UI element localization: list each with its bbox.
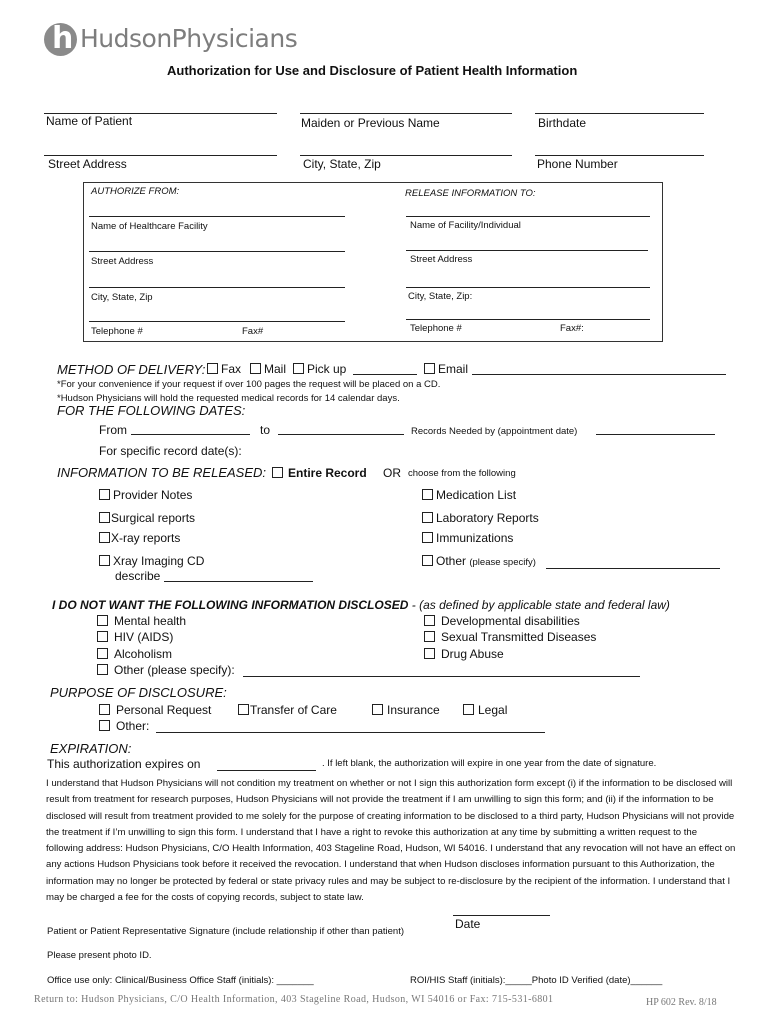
- checkbox[interactable]: [424, 615, 435, 626]
- purpose-other-line[interactable]: [156, 732, 545, 733]
- checkbox[interactable]: [372, 704, 383, 715]
- street-line[interactable]: [44, 155, 277, 156]
- delivery-note-cd: *For your convenience if your request if over 100 pages the request will be placed on a CD.: [57, 379, 441, 390]
- delivery-pickup-option[interactable]: Pick up: [293, 362, 346, 376]
- checkbox[interactable]: [99, 489, 110, 500]
- other-info-line[interactable]: [546, 568, 720, 569]
- checkbox[interactable]: [250, 363, 261, 374]
- checkbox[interactable]: [463, 704, 474, 715]
- choose-label: choose from the following: [408, 468, 516, 479]
- delivery-note-hold: *Hudson Physicians will hold the requested medical records for 14 calendar days.: [57, 393, 400, 404]
- birthdate-label: Birthdate: [538, 116, 587, 130]
- patient-name-label: Name of Patient: [46, 114, 133, 128]
- std-option[interactable]: Sexual Transmitted Diseases: [424, 630, 596, 644]
- other-disclosed-option[interactable]: Other (please specify):: [97, 663, 235, 677]
- expiration-note: . If left blank, the authorization will expire in one year from the date of signature.: [322, 758, 657, 769]
- or-label: OR: [383, 466, 401, 480]
- transfer-care-option[interactable]: Transfer of Care: [238, 703, 337, 717]
- to-date-line[interactable]: [278, 434, 404, 435]
- developmental-option[interactable]: Developmental disabilities: [424, 614, 580, 628]
- checkbox[interactable]: [424, 648, 435, 659]
- pickup-line[interactable]: [353, 374, 417, 375]
- expires-line[interactable]: [217, 770, 316, 771]
- to-telephone-label: Telephone #: [410, 323, 462, 334]
- to-street-label: Street Address: [410, 254, 473, 265]
- checkbox[interactable]: [272, 467, 283, 478]
- birthdate-line[interactable]: [535, 113, 704, 114]
- street-label: Street Address: [48, 157, 127, 171]
- from-city-line[interactable]: [89, 287, 345, 288]
- checkbox[interactable]: [99, 720, 110, 731]
- checkbox[interactable]: [99, 532, 110, 543]
- checkbox[interactable]: [293, 363, 304, 374]
- authorization-terms: I understand that Hudson Physicians will not condition my treatment on whether or not I sign this authorization form except (i) if the information to be disclosed will result from treatment for research purposes, Hudson Physicians will not provide the treatment if I am unwilling to sign this form; and (ii) if the information to be disclosed will result from treatment provided to me solely for the purpose of creating information to be disclosed to a third party, Hudson Physicians will not provide the treatment if I’m unwilling to sign this form. I understand that I have a right to revoke this authorization at any time by submitting a written request to the following address: Hudson Physicians, C/O Health Information, 403 Stageline Road, Hudson, WI 54016. I understand that any revocation will not have an effect on any actions Hudson Physicians took before it received the revocation. I understand that when Hudson discloses information pursuant to this Authorization, the information may no longer be protected by federal or state privacy rules and may be subject to re-disclosure by the recipient of the information. I understand that I may be charged a fee for the costs of copying records, subject to state law.: [46, 778, 736, 904]
- expiration-header: EXPIRATION:: [50, 741, 132, 756]
- checkbox[interactable]: [97, 615, 108, 626]
- checkbox[interactable]: [99, 512, 110, 523]
- signature-label: Patient or Patient Representative Signature (include relationship if other than patient): [47, 926, 404, 937]
- phone-label: Phone Number: [537, 157, 618, 171]
- to-phone-line[interactable]: [406, 319, 650, 320]
- legal-option[interactable]: Legal: [463, 703, 507, 717]
- checkbox[interactable]: [422, 489, 433, 500]
- city-label: City, State, Zip: [303, 157, 381, 171]
- records-needed-line[interactable]: [596, 434, 715, 435]
- mental-health-option[interactable]: Mental health: [97, 614, 186, 628]
- xray-option[interactable]: X-ray reports: [99, 531, 180, 545]
- checkbox[interactable]: [207, 363, 218, 374]
- checkbox[interactable]: [99, 555, 110, 566]
- checkbox[interactable]: [99, 704, 110, 715]
- return-address-footer: Return to: Hudson Physicians, C/O Health Information, 403 Stageline Road, Hudson, WI 54016 or Fax: 715-531-6801: [34, 994, 554, 1005]
- from-telephone-label: Telephone #: [91, 326, 143, 337]
- to-facility-line[interactable]: [406, 216, 650, 217]
- checkbox[interactable]: [97, 648, 108, 659]
- date-label: Date: [455, 917, 481, 931]
- delivery-mail-option[interactable]: Mail: [250, 362, 286, 376]
- checkbox[interactable]: [424, 631, 435, 642]
- maiden-name-line[interactable]: [300, 113, 512, 114]
- from-facility-label: Name of Healthcare Facility: [91, 221, 208, 232]
- checkbox[interactable]: [422, 512, 433, 523]
- info-label: INFORMATION TO BE RELEASED:: [57, 465, 266, 480]
- surgical-option[interactable]: Surgical reports: [99, 511, 195, 525]
- roi-staff-label: ROI/HIS Staff (initials):_____Photo ID Verified (date)______: [410, 975, 663, 986]
- delivery-email-option[interactable]: Email: [424, 362, 468, 376]
- checkbox[interactable]: [238, 704, 249, 715]
- checkbox[interactable]: [97, 664, 108, 675]
- expires-label: This authorization expires on: [47, 757, 201, 771]
- personal-request-option[interactable]: Personal Request: [99, 703, 211, 717]
- describe-label: describe: [115, 569, 161, 583]
- drug-abuse-option[interactable]: Drug Abuse: [424, 647, 504, 661]
- checkbox[interactable]: [422, 555, 433, 566]
- logo-text: HudsonPhysicians: [80, 24, 298, 53]
- purpose-header: PURPOSE OF DISCLOSURE:: [50, 685, 227, 700]
- hiv-option[interactable]: HIV (AIDS): [97, 630, 173, 644]
- maiden-name-label: Maiden or Previous Name: [301, 116, 440, 130]
- checkbox[interactable]: [424, 363, 435, 374]
- provider-notes-option[interactable]: Provider Notes: [99, 488, 192, 502]
- other-info-option[interactable]: Other (please specify): [422, 554, 536, 568]
- to-city-label: City, State, Zip:: [408, 291, 473, 302]
- photo-id-note: Please present photo ID.: [47, 950, 152, 961]
- describe-line[interactable]: [164, 581, 313, 582]
- xray-cd-option[interactable]: Xray Imaging CD: [99, 554, 204, 568]
- to-facility-label: Name of Facility/Individual: [410, 220, 521, 231]
- city-line[interactable]: [300, 155, 512, 156]
- from-street-label: Street Address: [91, 256, 154, 267]
- checkbox[interactable]: [97, 631, 108, 642]
- from-fax-label: Fax#: [242, 326, 264, 337]
- purpose-other-option[interactable]: Other:: [99, 719, 149, 733]
- from-phone-line[interactable]: [89, 321, 345, 322]
- to-street-line[interactable]: [406, 250, 648, 251]
- to-city-line[interactable]: [406, 287, 650, 288]
- from-date-line[interactable]: [131, 434, 250, 435]
- other-disclosed-line[interactable]: [243, 676, 640, 677]
- from-label: From: [99, 423, 127, 437]
- lab-option[interactable]: Laboratory Reports: [422, 511, 539, 525]
- authorize-from-header: AUTHORIZE FROM:: [91, 186, 180, 197]
- office-use-label: Office use only: Clinical/Business Office Staff (initials): _______: [47, 975, 314, 986]
- entire-record-option[interactable]: Entire Record: [272, 466, 367, 480]
- immunizations-option[interactable]: Immunizations: [422, 531, 513, 545]
- medication-option[interactable]: Medication List: [422, 488, 516, 502]
- insurance-option[interactable]: Insurance: [372, 703, 440, 717]
- specific-dates-label: For specific record date(s):: [99, 444, 242, 458]
- form-title: Authorization for Use and Disclosure of Patient Health Information: [167, 63, 578, 78]
- phone-line[interactable]: [535, 155, 704, 156]
- from-city-label: City, State, Zip: [91, 292, 153, 303]
- logo-mark: h: [44, 23, 77, 56]
- date-line[interactable]: [453, 915, 550, 916]
- form-id: HP 602 Rev. 8/18: [646, 997, 717, 1008]
- to-fax-label: Fax#:: [560, 323, 584, 334]
- to-label: to: [260, 423, 271, 437]
- records-needed-label: Records Needed by (appointment date): [411, 426, 578, 437]
- checkbox[interactable]: [422, 532, 433, 543]
- email-line[interactable]: [472, 374, 726, 375]
- dates-header: FOR THE FOLLOWING DATES:: [57, 403, 246, 418]
- do-not-header: I DO NOT WANT THE FOLLOWING INFORMATION DISCLOSED - (as defined by applicable state and federal law): [52, 598, 670, 612]
- from-facility-line[interactable]: [89, 216, 345, 217]
- release-to-header: RELEASE INFORMATION TO:: [405, 188, 536, 199]
- alcoholism-option[interactable]: Alcoholism: [97, 647, 172, 661]
- authorize-release-box: [83, 182, 663, 342]
- delivery-fax-option[interactable]: Fax: [207, 362, 241, 376]
- from-street-line[interactable]: [89, 251, 345, 252]
- delivery-label: METHOD OF DELIVERY:: [57, 362, 206, 377]
